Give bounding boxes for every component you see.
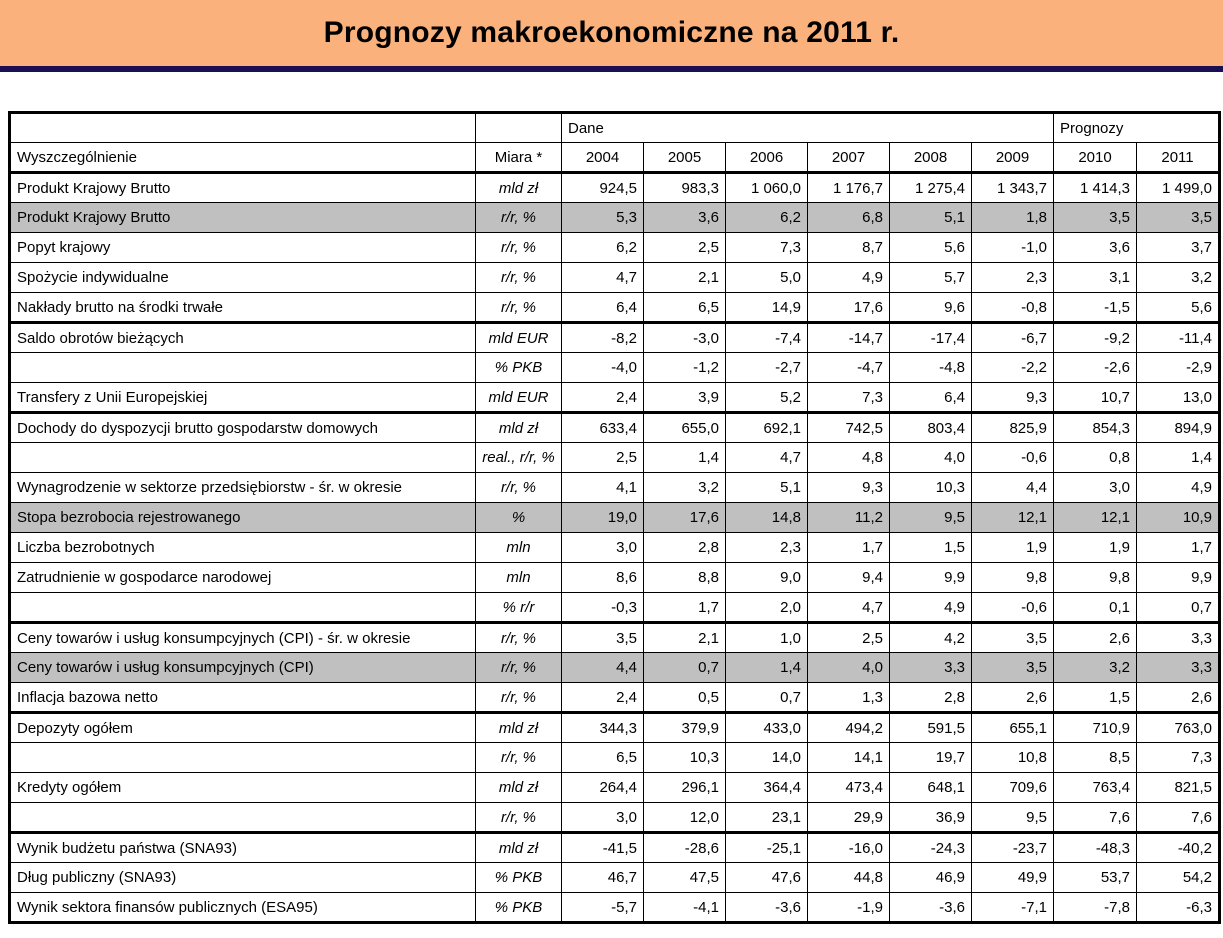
row-label: Wynagrodzenie w sektorze przedsiębiorstw - śr. w okresie xyxy=(10,473,476,503)
cell-2006: 692,1 xyxy=(726,413,808,443)
cell-2008: 4,0 xyxy=(890,443,972,473)
row-label: Dochody do dyspozycji brutto gospodarstw domowych xyxy=(10,413,476,443)
cell-2008: 6,4 xyxy=(890,383,972,413)
row-unit: mld zł xyxy=(476,773,562,803)
cell-2008: 1,5 xyxy=(890,533,972,563)
cell-2006: 14,9 xyxy=(726,293,808,323)
cell-2004: 344,3 xyxy=(562,713,644,743)
cell-2009: 12,1 xyxy=(972,503,1054,533)
cell-2008: 5,6 xyxy=(890,233,972,263)
row-unit: % PKB xyxy=(476,863,562,893)
cell-2005: 2,1 xyxy=(644,263,726,293)
cell-2011: 3,3 xyxy=(1137,653,1220,683)
row-label xyxy=(10,353,476,383)
cell-2009: 1,9 xyxy=(972,533,1054,563)
cell-2007: -16,0 xyxy=(808,833,890,863)
cell-2006: 4,7 xyxy=(726,443,808,473)
cell-2008: 3,3 xyxy=(890,653,972,683)
cell-2008: 648,1 xyxy=(890,773,972,803)
cell-2009: 1,8 xyxy=(972,203,1054,233)
cell-2011: 9,9 xyxy=(1137,563,1220,593)
row-unit: r/r, % xyxy=(476,263,562,293)
row-unit: r/r, % xyxy=(476,653,562,683)
cell-2006: 1 060,0 xyxy=(726,173,808,203)
cell-2008: 9,5 xyxy=(890,503,972,533)
cell-2005: 3,2 xyxy=(644,473,726,503)
cell-2010: 9,8 xyxy=(1054,563,1137,593)
cell-2010: 8,5 xyxy=(1054,743,1137,773)
row-label: Saldo obrotów bieżących xyxy=(10,323,476,353)
cell-2004: 2,4 xyxy=(562,383,644,413)
cell-2007: -1,9 xyxy=(808,893,890,923)
cell-2010: 10,7 xyxy=(1054,383,1137,413)
column-header-year-2008: 2008 xyxy=(890,143,972,173)
cell-2009: -0,6 xyxy=(972,443,1054,473)
cell-2011: 3,5 xyxy=(1137,203,1220,233)
row-label: Zatrudnienie w gospodarce narodowej xyxy=(10,563,476,593)
cell-2008: 4,2 xyxy=(890,623,972,653)
cell-2006: 5,2 xyxy=(726,383,808,413)
column-header-year-2009: 2009 xyxy=(972,143,1054,173)
table-row xyxy=(10,443,1220,473)
row-label: Popyt krajowy xyxy=(10,233,476,263)
cell-2009: 49,9 xyxy=(972,863,1054,893)
cell-2007: 1,3 xyxy=(808,683,890,713)
cell-2011: 5,6 xyxy=(1137,293,1220,323)
cell-2005: 3,6 xyxy=(644,203,726,233)
cell-2008: 5,7 xyxy=(890,263,972,293)
cell-2004: 8,6 xyxy=(562,563,644,593)
column-header-year-2011: 2011 xyxy=(1137,143,1220,173)
cell-2010: -7,8 xyxy=(1054,893,1137,923)
cell-2006: 14,0 xyxy=(726,743,808,773)
cell-2005: 2,5 xyxy=(644,233,726,263)
cell-2007: 11,2 xyxy=(808,503,890,533)
cell-2007: 44,8 xyxy=(808,863,890,893)
cell-2010: 3,0 xyxy=(1054,473,1137,503)
row-unit: mln xyxy=(476,563,562,593)
row-label: Depozyty ogółem xyxy=(10,713,476,743)
cell-2007: 6,8 xyxy=(808,203,890,233)
cell-2009: 9,5 xyxy=(972,803,1054,833)
cell-2010: -48,3 xyxy=(1054,833,1137,863)
cell-2009: -6,7 xyxy=(972,323,1054,353)
cell-2010: 3,6 xyxy=(1054,233,1137,263)
table-row xyxy=(10,473,1220,503)
row-label: Ceny towarów i usług konsumpcyjnych (CPI) - śr. w okresie xyxy=(10,623,476,653)
cell-2004: 633,4 xyxy=(562,413,644,443)
cell-2010: 763,4 xyxy=(1054,773,1137,803)
cell-2011: -11,4 xyxy=(1137,323,1220,353)
cell-2009: -1,0 xyxy=(972,233,1054,263)
table-row xyxy=(10,413,1220,443)
row-unit: r/r, % xyxy=(476,623,562,653)
cell-2005: 8,8 xyxy=(644,563,726,593)
cell-2007: 1,7 xyxy=(808,533,890,563)
table-row xyxy=(10,653,1220,683)
row-label: Produkt Krajowy Brutto xyxy=(10,173,476,203)
cell-2010: 12,1 xyxy=(1054,503,1137,533)
group-header-data: Dane xyxy=(562,113,1054,143)
row-label xyxy=(10,803,476,833)
cell-2010: 1,5 xyxy=(1054,683,1137,713)
row-label: Spożycie indywidualne xyxy=(10,263,476,293)
row-label: Nakłady brutto na środki trwałe xyxy=(10,293,476,323)
cell-2006: 1,0 xyxy=(726,623,808,653)
cell-2009: 2,6 xyxy=(972,683,1054,713)
cell-2006: 5,0 xyxy=(726,263,808,293)
cell-2005: 17,6 xyxy=(644,503,726,533)
cell-2004: 2,4 xyxy=(562,683,644,713)
cell-2006: 23,1 xyxy=(726,803,808,833)
cell-2004: 3,0 xyxy=(562,533,644,563)
cell-2004: 4,4 xyxy=(562,653,644,683)
row-unit: mln xyxy=(476,533,562,563)
cell-2010: 0,8 xyxy=(1054,443,1137,473)
cell-2004: 3,5 xyxy=(562,623,644,653)
column-header-year-2010: 2010 xyxy=(1054,143,1137,173)
cell-2006: 7,3 xyxy=(726,233,808,263)
row-unit: mld zł xyxy=(476,713,562,743)
table-body xyxy=(10,173,1220,923)
row-label: Kredyty ogółem xyxy=(10,773,476,803)
row-label xyxy=(10,443,476,473)
cell-2004: 924,5 xyxy=(562,173,644,203)
cell-2004: 4,1 xyxy=(562,473,644,503)
column-header-year-2005: 2005 xyxy=(644,143,726,173)
cell-2008: 46,9 xyxy=(890,863,972,893)
cell-2011: 2,6 xyxy=(1137,683,1220,713)
table-row xyxy=(10,773,1220,803)
cell-2009: -23,7 xyxy=(972,833,1054,863)
cell-2004: 264,4 xyxy=(562,773,644,803)
table-row xyxy=(10,503,1220,533)
cell-2004: 4,7 xyxy=(562,263,644,293)
row-unit: mld zł xyxy=(476,173,562,203)
cell-2005: 379,9 xyxy=(644,713,726,743)
cell-2007: 8,7 xyxy=(808,233,890,263)
cell-2007: 4,0 xyxy=(808,653,890,683)
row-unit: % r/r xyxy=(476,593,562,623)
cell-2008: 4,9 xyxy=(890,593,972,623)
cell-2006: 1,4 xyxy=(726,653,808,683)
cell-2005: 12,0 xyxy=(644,803,726,833)
cell-2010: 7,6 xyxy=(1054,803,1137,833)
row-unit: r/r, % xyxy=(476,473,562,503)
row-unit: mld zł xyxy=(476,833,562,863)
row-unit: r/r, % xyxy=(476,743,562,773)
row-unit: r/r, % xyxy=(476,803,562,833)
cell-2007: -4,7 xyxy=(808,353,890,383)
table-row xyxy=(10,263,1220,293)
group-header-blank-label xyxy=(10,113,476,143)
cell-2005: 0,5 xyxy=(644,683,726,713)
row-label xyxy=(10,743,476,773)
cell-2011: 3,2 xyxy=(1137,263,1220,293)
cell-2005: 1,4 xyxy=(644,443,726,473)
cell-2011: 763,0 xyxy=(1137,713,1220,743)
cell-2009: -0,6 xyxy=(972,593,1054,623)
cell-2008: 10,3 xyxy=(890,473,972,503)
row-unit: % PKB xyxy=(476,893,562,923)
cell-2005: 3,9 xyxy=(644,383,726,413)
table-row xyxy=(10,863,1220,893)
cell-2004: -4,0 xyxy=(562,353,644,383)
cell-2004: 46,7 xyxy=(562,863,644,893)
cell-2005: 10,3 xyxy=(644,743,726,773)
column-header-year-2006: 2006 xyxy=(726,143,808,173)
cell-2010: -1,5 xyxy=(1054,293,1137,323)
table-container xyxy=(0,111,1223,924)
row-unit: mld EUR xyxy=(476,383,562,413)
row-label: Transfery z Unii Europejskiej xyxy=(10,383,476,413)
cell-2008: -17,4 xyxy=(890,323,972,353)
row-unit: mld zł xyxy=(476,413,562,443)
row-unit: real., r/r, % xyxy=(476,443,562,473)
cell-2009: 3,5 xyxy=(972,623,1054,653)
cell-2007: 9,4 xyxy=(808,563,890,593)
cell-2009: 10,8 xyxy=(972,743,1054,773)
table-head xyxy=(10,113,1220,173)
table-row xyxy=(10,593,1220,623)
cell-2009: -2,2 xyxy=(972,353,1054,383)
cell-2011: 4,9 xyxy=(1137,473,1220,503)
cell-2004: -5,7 xyxy=(562,893,644,923)
row-label: Dług publiczny (SNA93) xyxy=(10,863,476,893)
cell-2007: 1 176,7 xyxy=(808,173,890,203)
cell-2009: 9,8 xyxy=(972,563,1054,593)
group-header-forecast: Prognozy xyxy=(1054,113,1220,143)
cell-2010: -2,6 xyxy=(1054,353,1137,383)
cell-2009: 709,6 xyxy=(972,773,1054,803)
table-row xyxy=(10,293,1220,323)
cell-2011: 1,7 xyxy=(1137,533,1220,563)
cell-2011: 894,9 xyxy=(1137,413,1220,443)
cell-2005: 6,5 xyxy=(644,293,726,323)
cell-2005: -1,2 xyxy=(644,353,726,383)
cell-2010: 1,9 xyxy=(1054,533,1137,563)
cell-2009: 1 343,7 xyxy=(972,173,1054,203)
cell-2008: -24,3 xyxy=(890,833,972,863)
cell-2006: 9,0 xyxy=(726,563,808,593)
cell-2009: 2,3 xyxy=(972,263,1054,293)
cell-2010: 3,1 xyxy=(1054,263,1137,293)
cell-2005: 983,3 xyxy=(644,173,726,203)
cell-2005: 296,1 xyxy=(644,773,726,803)
table-row xyxy=(10,893,1220,923)
cell-2007: 29,9 xyxy=(808,803,890,833)
cell-2008: -4,8 xyxy=(890,353,972,383)
cell-2006: 14,8 xyxy=(726,503,808,533)
cell-2006: 5,1 xyxy=(726,473,808,503)
cell-2007: 742,5 xyxy=(808,413,890,443)
cell-2011: 1 499,0 xyxy=(1137,173,1220,203)
cell-2006: -2,7 xyxy=(726,353,808,383)
row-unit: r/r, % xyxy=(476,683,562,713)
cell-2010: -9,2 xyxy=(1054,323,1137,353)
table-row xyxy=(10,833,1220,863)
cell-2009: 655,1 xyxy=(972,713,1054,743)
cell-2011: 7,6 xyxy=(1137,803,1220,833)
cell-2009: -7,1 xyxy=(972,893,1054,923)
cell-2006: 433,0 xyxy=(726,713,808,743)
group-header-blank-unit xyxy=(476,113,562,143)
cell-2010: 53,7 xyxy=(1054,863,1137,893)
table-row xyxy=(10,803,1220,833)
cell-2010: 710,9 xyxy=(1054,713,1137,743)
cell-2007: 4,8 xyxy=(808,443,890,473)
table-row xyxy=(10,533,1220,563)
cell-2004: -41,5 xyxy=(562,833,644,863)
row-label: Stopa bezrobocia rejestrowanego xyxy=(10,503,476,533)
row-label: Wynik sektora finansów publicznych (ESA95) xyxy=(10,893,476,923)
table-row xyxy=(10,353,1220,383)
column-header-unit: Miara * xyxy=(476,143,562,173)
table-row xyxy=(10,203,1220,233)
row-unit: r/r, % xyxy=(476,233,562,263)
cell-2008: 19,7 xyxy=(890,743,972,773)
cell-2009: 825,9 xyxy=(972,413,1054,443)
cell-2008: 5,1 xyxy=(890,203,972,233)
page-banner xyxy=(0,0,1223,66)
cell-2004: -0,3 xyxy=(562,593,644,623)
cell-2010: 2,6 xyxy=(1054,623,1137,653)
table-row xyxy=(10,743,1220,773)
cell-2007: 2,5 xyxy=(808,623,890,653)
table-row xyxy=(10,323,1220,353)
cell-2006: 2,0 xyxy=(726,593,808,623)
row-unit: r/r, % xyxy=(476,203,562,233)
group-header-row xyxy=(10,113,1220,143)
cell-2004: 5,3 xyxy=(562,203,644,233)
cell-2010: 0,1 xyxy=(1054,593,1137,623)
cell-2008: 9,9 xyxy=(890,563,972,593)
cell-2008: 2,8 xyxy=(890,683,972,713)
cell-2005: -28,6 xyxy=(644,833,726,863)
cell-2004: 6,2 xyxy=(562,233,644,263)
column-header-label: Wyszczególnienie xyxy=(10,143,476,173)
table-row xyxy=(10,713,1220,743)
row-label xyxy=(10,593,476,623)
cell-2006: -25,1 xyxy=(726,833,808,863)
cell-2008: 591,5 xyxy=(890,713,972,743)
cell-2007: 473,4 xyxy=(808,773,890,803)
cell-2011: 1,4 xyxy=(1137,443,1220,473)
table-row xyxy=(10,173,1220,203)
cell-2007: 7,3 xyxy=(808,383,890,413)
cell-2004: 3,0 xyxy=(562,803,644,833)
column-header-row xyxy=(10,143,1220,173)
cell-2008: 9,6 xyxy=(890,293,972,323)
cell-2004: 6,5 xyxy=(562,743,644,773)
cell-2010: 1 414,3 xyxy=(1054,173,1137,203)
cell-2010: 3,5 xyxy=(1054,203,1137,233)
cell-2004: 2,5 xyxy=(562,443,644,473)
row-unit: mld EUR xyxy=(476,323,562,353)
cell-2004: 19,0 xyxy=(562,503,644,533)
cell-2006: -3,6 xyxy=(726,893,808,923)
cell-2011: 821,5 xyxy=(1137,773,1220,803)
cell-2008: 1 275,4 xyxy=(890,173,972,203)
cell-2011: 10,9 xyxy=(1137,503,1220,533)
cell-2005: 1,7 xyxy=(644,593,726,623)
table-row xyxy=(10,383,1220,413)
row-label: Liczba bezrobotnych xyxy=(10,533,476,563)
cell-2004: -8,2 xyxy=(562,323,644,353)
cell-2011: 13,0 xyxy=(1137,383,1220,413)
row-label: Inflacja bazowa netto xyxy=(10,683,476,713)
row-label: Ceny towarów i usług konsumpcyjnych (CPI) xyxy=(10,653,476,683)
row-unit: % xyxy=(476,503,562,533)
table-row xyxy=(10,233,1220,263)
cell-2011: 54,2 xyxy=(1137,863,1220,893)
row-label: Wynik budżetu państwa (SNA93) xyxy=(10,833,476,863)
cell-2009: 4,4 xyxy=(972,473,1054,503)
cell-2006: 2,3 xyxy=(726,533,808,563)
cell-2004: 6,4 xyxy=(562,293,644,323)
cell-2010: 3,2 xyxy=(1054,653,1137,683)
banner-spacer xyxy=(0,72,1223,111)
cell-2011: 3,7 xyxy=(1137,233,1220,263)
cell-2006: 47,6 xyxy=(726,863,808,893)
cell-2007: 14,1 xyxy=(808,743,890,773)
table-row xyxy=(10,563,1220,593)
cell-2008: 36,9 xyxy=(890,803,972,833)
cell-2008: -3,6 xyxy=(890,893,972,923)
cell-2011: -40,2 xyxy=(1137,833,1220,863)
cell-2010: 854,3 xyxy=(1054,413,1137,443)
cell-2007: -14,7 xyxy=(808,323,890,353)
cell-2011: -6,3 xyxy=(1137,893,1220,923)
cell-2007: 4,7 xyxy=(808,593,890,623)
cell-2011: 3,3 xyxy=(1137,623,1220,653)
cell-2009: 9,3 xyxy=(972,383,1054,413)
cell-2006: 0,7 xyxy=(726,683,808,713)
cell-2005: 2,8 xyxy=(644,533,726,563)
cell-2005: -3,0 xyxy=(644,323,726,353)
row-unit: % PKB xyxy=(476,353,562,383)
cell-2007: 9,3 xyxy=(808,473,890,503)
row-label: Produkt Krajowy Brutto xyxy=(10,203,476,233)
cell-2006: -7,4 xyxy=(726,323,808,353)
row-unit: r/r, % xyxy=(476,293,562,323)
column-header-year-2004: 2004 xyxy=(562,143,644,173)
cell-2005: 655,0 xyxy=(644,413,726,443)
cell-2009: 3,5 xyxy=(972,653,1054,683)
cell-2011: 7,3 xyxy=(1137,743,1220,773)
cell-2011: -2,9 xyxy=(1137,353,1220,383)
cell-2007: 4,9 xyxy=(808,263,890,293)
table-row xyxy=(10,683,1220,713)
cell-2006: 6,2 xyxy=(726,203,808,233)
cell-2009: -0,8 xyxy=(972,293,1054,323)
cell-2006: 364,4 xyxy=(726,773,808,803)
cell-2011: 0,7 xyxy=(1137,593,1220,623)
cell-2005: 47,5 xyxy=(644,863,726,893)
table-row xyxy=(10,623,1220,653)
macro-forecast-table xyxy=(8,111,1221,924)
cell-2007: 17,6 xyxy=(808,293,890,323)
cell-2007: 494,2 xyxy=(808,713,890,743)
cell-2005: -4,1 xyxy=(644,893,726,923)
column-header-year-2007: 2007 xyxy=(808,143,890,173)
cell-2008: 803,4 xyxy=(890,413,972,443)
cell-2005: 2,1 xyxy=(644,623,726,653)
cell-2005: 0,7 xyxy=(644,653,726,683)
page-title: Prognozy makroekonomiczne na 2011 r. xyxy=(323,16,900,49)
